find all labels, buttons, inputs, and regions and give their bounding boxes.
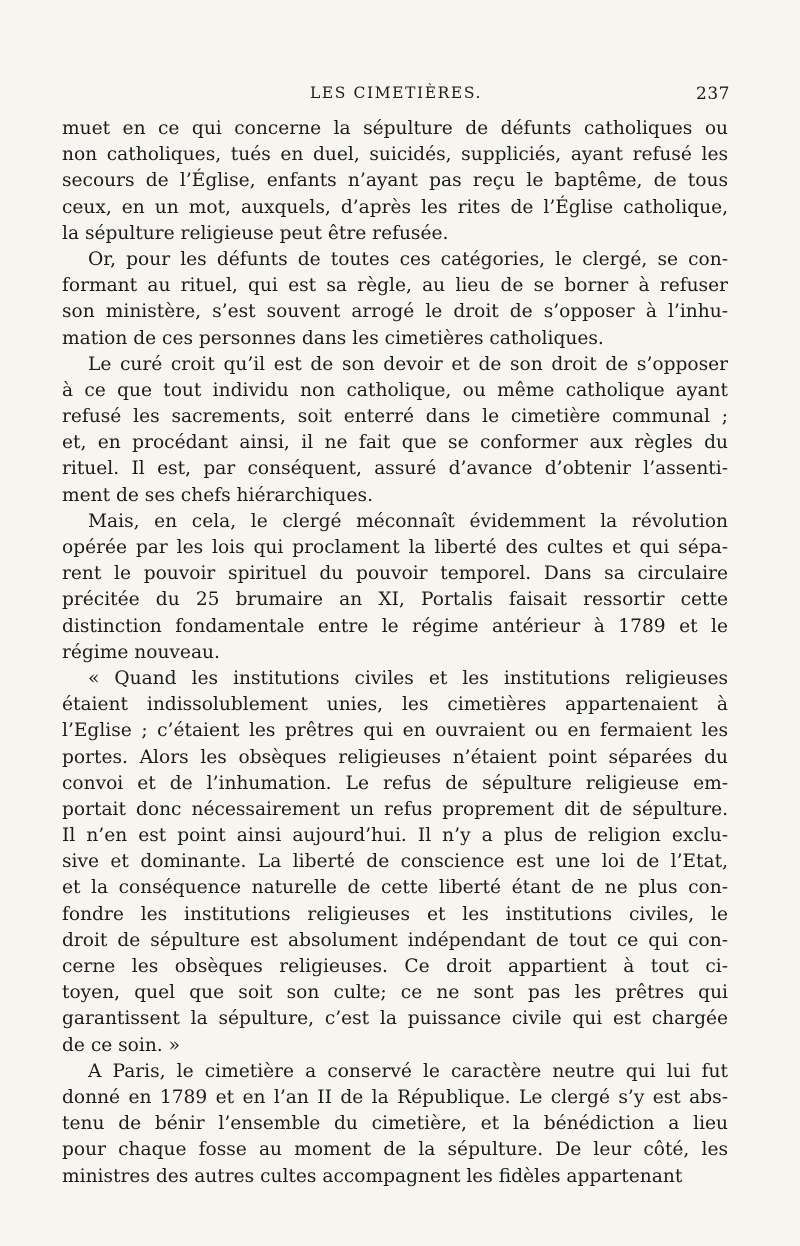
text-line: donné en 1789 et en l’an II de la République. Le clergé s’y est abs- [62, 1086, 728, 1108]
text-line: Mais, en cela, le clergé méconnaît évidemment la révolution [88, 510, 728, 532]
text-line: l’Eglise ; c’étaient les prêtres qui en ouvraient ou en fermaient les [62, 720, 728, 742]
text-line: Or, pour les défunts de toutes ces catégories, le clergé, se con- [88, 248, 728, 270]
page-header [62, 84, 730, 110]
text-line: de ce soin. » [62, 1034, 180, 1056]
text-line: régime nouveau. [62, 641, 220, 663]
text-line: à ce que tout individu non catholique, ou même catholique ayant [62, 379, 728, 401]
text-line: portes. Alors les obsèques religieuses n’étaient point séparées du [62, 746, 728, 768]
text-line: garantissent la sépulture, c’est la puissance civile qui est chargée [62, 1008, 728, 1030]
text-line: la sépulture religieuse peut être refusée. [62, 222, 449, 244]
paragraph [62, 1059, 728, 1190]
text-line: Il n’en est point ainsi aujourd’hui. Il n’y a plus de religion exclu- [62, 825, 728, 847]
text-line: tenu de bénir l’ensemble du cimetière, et la bénédiction a lieu [62, 1113, 728, 1135]
text-line: refusé les sacrements, soit enterré dans le cimetière communal ; [62, 406, 728, 428]
text-line: sive et dominante. La liberté de conscience est une loi de l’Etat, [62, 851, 728, 873]
paragraph [62, 116, 728, 247]
text-line: ment de ses chefs hiérarchiques. [62, 484, 373, 506]
text-line: fondre les institutions religieuses et les institutions civiles, le [62, 903, 728, 925]
text-line: son ministère, s’est souvent arrogé le droit de s’opposer à l’inhu- [62, 301, 728, 323]
text-line: rituel. Il est, par conséquent, assuré d’avance d’obtenir l’assenti- [62, 458, 728, 480]
text-line: et, en procédant ainsi, il ne fait que se conformer aux règles du [62, 432, 728, 454]
paragraph [62, 509, 728, 666]
text-line: distinction fondamentale entre le régime antérieur à 1789 et le [62, 615, 728, 637]
text-line: portait donc nécessairement un refus proprement dit de sépulture. [62, 798, 728, 820]
text-line: convoi et de l’inhumation. Le refus de sépulture religieuse em- [62, 772, 728, 794]
running-title: LES CIMETIÈRES. [309, 84, 483, 102]
text-line: rent le pouvoir spirituel du pouvoir temporel. Dans sa circulaire [62, 563, 728, 585]
text-line: muet en ce qui concerne la sépulture de défunts catholiques ou [62, 118, 728, 139]
text-line: ceux, en un mot, auxquels, d’après les rites de l’Église catholique, [62, 196, 728, 218]
paragraph [62, 247, 728, 352]
page-number: 237 [696, 84, 730, 104]
text-line: « Quand les institutions civiles et les institutions religieuses [88, 667, 728, 689]
text-line: étaient indissolublement unies, les cimetières appartenaient à [62, 694, 728, 716]
text-line: secours de l’Église, enfants n’ayant pas reçu le baptême, de tous [62, 170, 728, 192]
text-line: droit de sépulture est absolument indépendant de tout ce qui con- [62, 929, 728, 951]
text-line: ministres des autres cultes accompagnent les fidèles appartenant [62, 1165, 683, 1187]
text-line: cerne les obsèques religieuses. Ce droit appartient à tout ci- [62, 956, 728, 977]
text-line: précitée du 25 brumaire an XI, Portalis faisait ressortir cette [62, 589, 728, 611]
text-line: opérée par les lois qui proclament la liberté des cultes et qui sépa- [62, 537, 728, 558]
body-text [62, 116, 728, 1190]
text-line: non catholiques, tués en duel, suicidés, suppliciés, ayant refusé les [62, 144, 728, 166]
text-line: Le curé croit qu’il est de son devoir et de son droit de s’opposer [88, 353, 728, 375]
text-line: toyen, quel que soit son culte; ce ne sont pas les prêtres qui [62, 982, 728, 1004]
text-line: pour chaque fosse au moment de la sépulture. De leur côté, les [62, 1139, 728, 1161]
paragraph [62, 352, 728, 509]
text-line: formant au rituel, qui est sa règle, au lieu de se borner à refuser [62, 275, 728, 297]
text-line: mation de ces personnes dans les cimetières catholiques. [62, 327, 604, 349]
text-line: A Paris, le cimetière a conservé le caractère neutre qui lui fut [88, 1060, 728, 1082]
text-line: et la conséquence naturelle de cette liberté étant de ne plus con- [62, 877, 728, 899]
paragraph [62, 666, 728, 1059]
